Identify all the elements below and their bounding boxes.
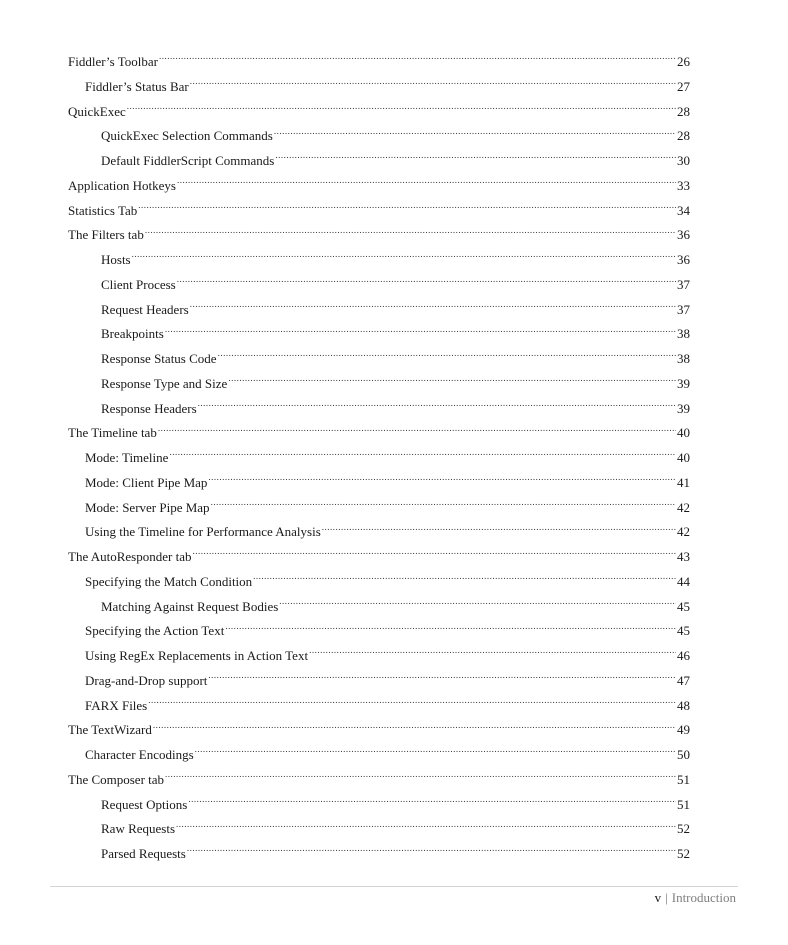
toc-dot-leader xyxy=(145,226,676,239)
toc-entry-page-number[interactable]: 39 xyxy=(677,375,690,391)
toc-dot-leader xyxy=(198,400,676,413)
toc-entry[interactable] xyxy=(68,496,690,521)
toc-entry-title[interactable]: The AutoResponder tab xyxy=(68,549,192,564)
toc-entry-page-number[interactable]: 42 xyxy=(677,524,690,540)
footer-divider xyxy=(50,886,738,887)
toc-entry[interactable] xyxy=(68,520,690,545)
toc-entry[interactable] xyxy=(68,397,690,422)
toc-dot-leader xyxy=(211,499,676,512)
toc-dot-leader xyxy=(274,127,676,140)
toc-dot-leader xyxy=(158,424,676,437)
toc-entry-title[interactable]: Parsed Requests xyxy=(101,846,186,861)
toc-dot-leader xyxy=(148,697,676,710)
toc-entry-title[interactable]: QuickExec xyxy=(68,103,126,119)
toc-entry-page-number[interactable]: 51 xyxy=(677,771,690,787)
toc-entry[interactable] xyxy=(68,298,690,323)
footer-page-number: v xyxy=(654,890,662,905)
toc-dot-leader xyxy=(132,251,676,264)
toc-entry-title[interactable]: The Timeline tab xyxy=(68,425,157,441)
toc-dot-leader xyxy=(195,746,676,759)
toc-entry-title[interactable]: Drag-and-Drop support xyxy=(85,672,208,688)
toc-entry[interactable] xyxy=(68,174,690,199)
toc-entry-page-number[interactable]: 50 xyxy=(677,747,690,762)
toc-entry[interactable] xyxy=(68,248,690,273)
toc-entry-title[interactable]: Mode: Timeline xyxy=(85,450,169,465)
toc-entry-title[interactable]: Using RegEx Replacements in Action Text xyxy=(85,648,309,663)
toc-entry[interactable] xyxy=(68,446,690,471)
toc-dot-leader xyxy=(225,622,676,635)
table-of-contents xyxy=(68,50,690,867)
toc-entry[interactable] xyxy=(68,694,690,719)
toc-entry[interactable] xyxy=(68,669,690,694)
toc-entry[interactable] xyxy=(68,595,690,620)
toc-entry-page-number[interactable]: 27 xyxy=(677,78,690,94)
toc-entry-title[interactable]: Response Status Code xyxy=(101,351,217,366)
toc-dot-leader xyxy=(138,202,676,215)
toc-entry-page-number[interactable]: 48 xyxy=(677,697,690,713)
toc-entry-page-number[interactable]: 45 xyxy=(677,598,690,614)
toc-entry-title[interactable]: Mode: Server Pipe Map xyxy=(85,499,210,515)
toc-dot-leader xyxy=(153,721,676,734)
toc-entry-title[interactable]: Hosts xyxy=(101,252,131,267)
toc-entry-page-number[interactable]: 49 xyxy=(677,722,690,738)
toc-entry-title[interactable]: Mode: Client Pipe Map xyxy=(85,474,208,490)
toc-entry-page-number[interactable]: 39 xyxy=(677,400,690,416)
toc-entry-title[interactable]: Fiddler’s Status Bar xyxy=(85,78,189,94)
toc-entry[interactable] xyxy=(68,322,690,347)
toc-dot-leader xyxy=(165,325,676,338)
toc-dot-leader xyxy=(177,177,676,190)
toc-entry-title[interactable]: The Filters tab xyxy=(68,227,144,243)
toc-entry-title[interactable]: Client Process xyxy=(101,276,176,292)
toc-entry-page-number[interactable]: 52 xyxy=(677,821,690,837)
toc-entry-page-number[interactable]: 38 xyxy=(677,326,690,342)
toc-entry-page-number[interactable]: 38 xyxy=(677,351,690,366)
toc-entry-page-number[interactable]: 36 xyxy=(677,252,690,267)
toc-entry[interactable] xyxy=(68,545,690,570)
toc-entry-page-number[interactable]: 26 xyxy=(677,54,690,69)
toc-dot-leader xyxy=(208,672,676,685)
toc-dot-leader xyxy=(159,53,676,66)
toc-dot-leader xyxy=(228,375,676,388)
toc-entry[interactable] xyxy=(68,421,690,446)
toc-entry-title[interactable]: Statistics Tab xyxy=(68,202,138,218)
toc-dot-leader xyxy=(309,647,676,660)
toc-entry-title[interactable]: Response Type and Size xyxy=(101,375,228,391)
toc-entry-page-number[interactable]: 41 xyxy=(677,474,690,490)
toc-dot-leader xyxy=(208,474,676,487)
toc-entry-title[interactable]: Request Headers xyxy=(101,301,189,317)
toc-entry-title[interactable]: Using the Timeline for Performance Analysis xyxy=(85,524,321,540)
toc-dot-leader xyxy=(169,449,676,462)
toc-entry[interactable] xyxy=(68,644,690,669)
toc-dot-leader xyxy=(275,152,676,165)
page-footer xyxy=(655,889,736,907)
toc-dot-leader xyxy=(279,598,676,611)
toc-dot-leader xyxy=(253,573,676,586)
toc-entry-page-number[interactable]: 40 xyxy=(677,450,690,465)
toc-entry[interactable] xyxy=(68,50,690,75)
toc-entry-title[interactable]: Matching Against Request Bodies xyxy=(101,598,279,614)
toc-entry[interactable] xyxy=(68,372,690,397)
toc-entry[interactable] xyxy=(68,619,690,644)
toc-entry-page-number[interactable]: 28 xyxy=(677,128,690,144)
toc-entry-page-number[interactable]: 52 xyxy=(677,846,690,861)
toc-entry[interactable] xyxy=(68,124,690,149)
toc-entry-title[interactable]: Character Encodings xyxy=(85,747,194,762)
toc-entry-page-number[interactable]: 42 xyxy=(677,499,690,515)
toc-entry[interactable] xyxy=(68,842,690,867)
toc-entry-title[interactable]: Request Options xyxy=(101,796,188,812)
toc-entry-page-number[interactable]: 33 xyxy=(677,177,690,193)
toc-entry-title[interactable]: QuickExec Selection Commands xyxy=(101,128,273,144)
toc-entry[interactable] xyxy=(68,100,690,125)
toc-entry-title[interactable]: The TextWizard xyxy=(68,722,152,738)
toc-entry-title[interactable]: Specifying the Match Condition xyxy=(85,573,253,589)
toc-entry-title[interactable]: Application Hotkeys xyxy=(68,177,176,193)
toc-entry[interactable] xyxy=(68,570,690,595)
toc-entry-page-number[interactable]: 28 xyxy=(677,103,690,119)
toc-dot-leader xyxy=(218,350,676,363)
toc-entry[interactable] xyxy=(68,75,690,100)
toc-entry-page-number[interactable]: 30 xyxy=(677,153,690,168)
toc-entry[interactable] xyxy=(68,347,690,372)
toc-entry-title[interactable]: The Composer tab xyxy=(68,771,165,787)
toc-dot-leader xyxy=(188,796,676,809)
toc-dot-leader xyxy=(127,103,676,116)
toc-entry[interactable] xyxy=(68,471,690,496)
toc-entry-title[interactable]: Breakpoints xyxy=(101,326,164,342)
toc-entry[interactable] xyxy=(68,817,690,842)
toc-entry-page-number[interactable]: 37 xyxy=(677,276,690,292)
toc-entry-page-number[interactable]: 34 xyxy=(677,202,690,218)
toc-entry-page-number[interactable]: 40 xyxy=(677,425,690,441)
footer-section-title: Introduction xyxy=(671,890,736,905)
toc-entry-page-number[interactable]: 37 xyxy=(677,301,690,317)
toc-entry-title[interactable]: Default FiddlerScript Commands xyxy=(101,153,275,168)
toc-entry[interactable] xyxy=(68,743,690,768)
toc-entry-page-number[interactable]: 43 xyxy=(677,549,690,564)
toc-entry-title[interactable]: Fiddler’s Toolbar xyxy=(68,54,158,69)
toc-entry-page-number[interactable]: 46 xyxy=(677,648,690,663)
toc-entry-page-number[interactable]: 47 xyxy=(677,672,690,688)
toc-dot-leader xyxy=(165,771,676,784)
toc-entry[interactable] xyxy=(68,768,690,793)
toc-entry-title[interactable]: Response Headers xyxy=(101,400,197,416)
toc-entry-page-number[interactable]: 36 xyxy=(677,227,690,243)
toc-dot-leader xyxy=(187,845,676,858)
toc-dot-leader xyxy=(177,276,676,289)
toc-entry-page-number[interactable]: 51 xyxy=(677,796,690,812)
toc-dot-leader xyxy=(322,523,676,536)
footer-separator: | xyxy=(665,890,668,905)
toc-entry[interactable] xyxy=(68,223,690,248)
toc-entry-page-number[interactable]: 44 xyxy=(677,573,690,589)
toc-dot-leader xyxy=(190,301,676,314)
toc-entry[interactable] xyxy=(68,793,690,818)
toc-entry-page-number[interactable]: 45 xyxy=(677,623,690,639)
toc-entry-title[interactable]: Raw Requests xyxy=(101,821,176,837)
toc-entry-title[interactable]: Specifying the Action Text xyxy=(85,623,225,639)
toc-dot-leader xyxy=(192,548,676,561)
toc-entry[interactable] xyxy=(68,273,690,298)
toc-entry[interactable] xyxy=(68,718,690,743)
toc-dot-leader xyxy=(176,820,676,833)
toc-entry[interactable] xyxy=(68,199,690,224)
toc-dot-leader xyxy=(190,78,676,91)
toc-entry[interactable] xyxy=(68,149,690,174)
toc-entry-title[interactable]: FARX Files xyxy=(85,697,148,713)
